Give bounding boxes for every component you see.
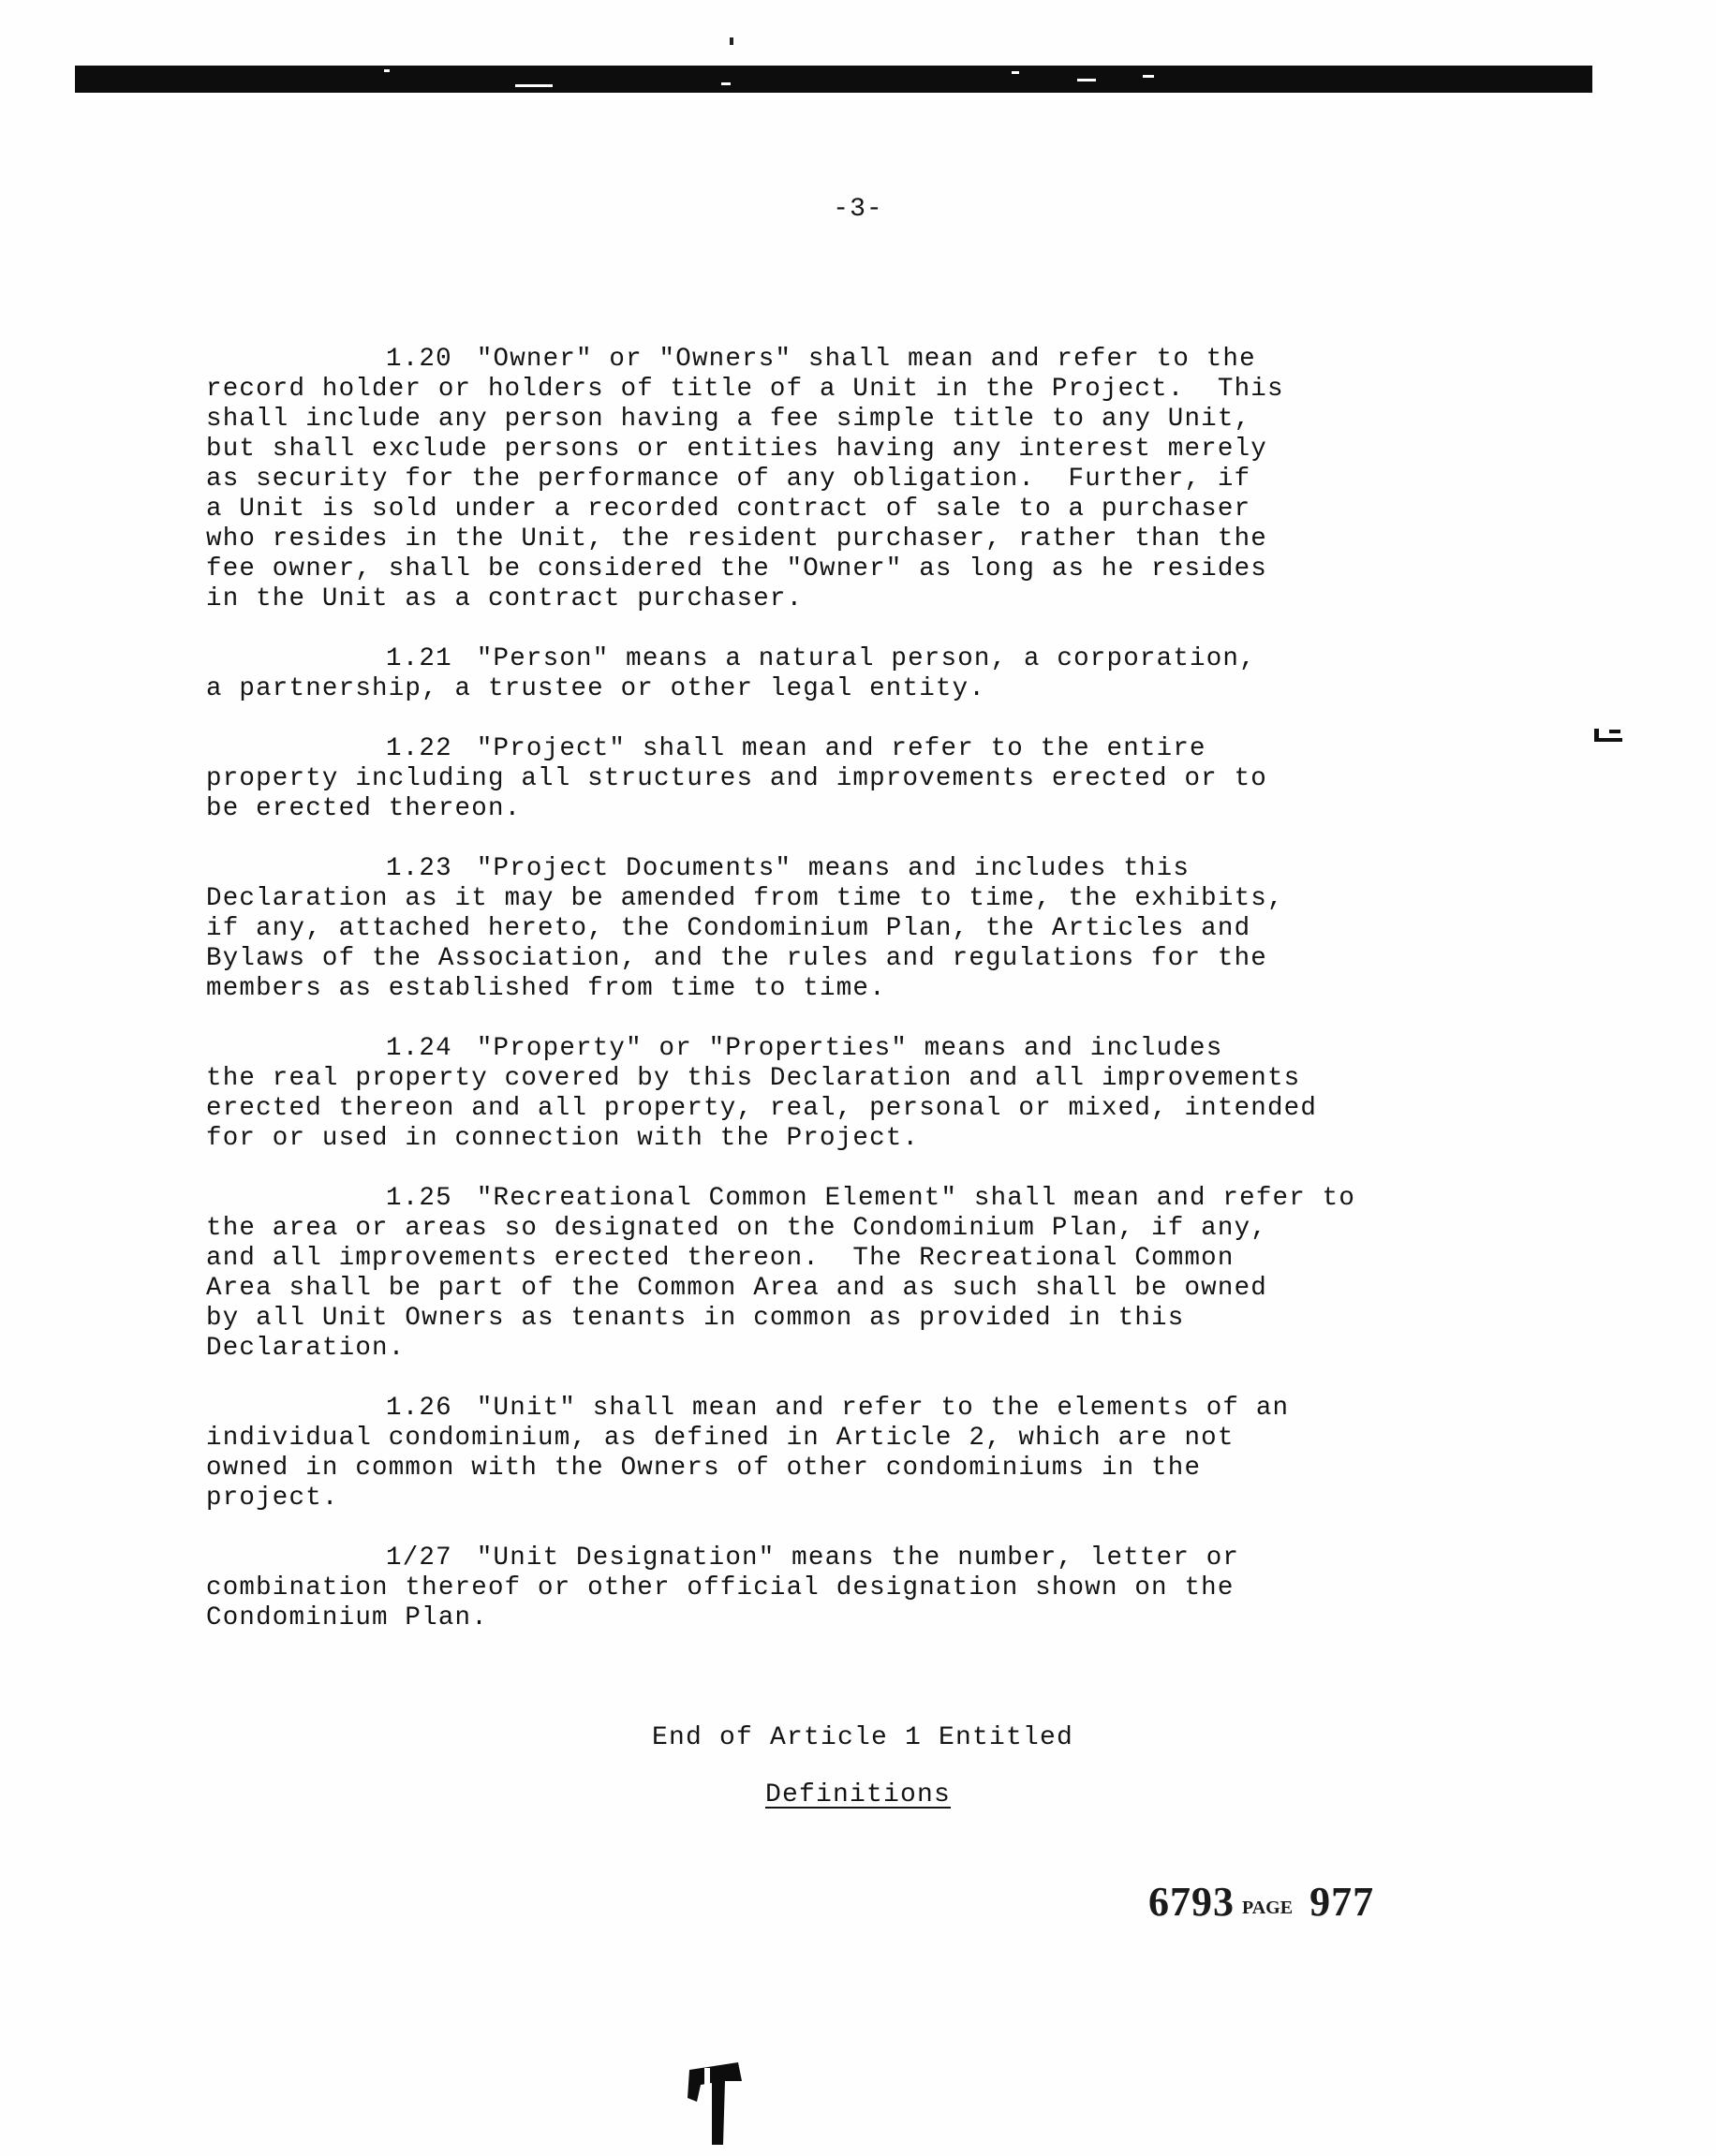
definition-number: 1.25 (386, 1184, 452, 1213)
definition-line: but shall exclude persons or entities having any interest merely (206, 435, 1267, 464)
scan-speck (730, 37, 733, 45)
definition-line: a Unit is sold under a recorded contract of sale to a purchaser (206, 495, 1251, 524)
page-number: -3- (833, 195, 883, 224)
closing-heading (0, 1780, 1716, 1809)
scan-bar-nick (1077, 79, 1096, 81)
definition-first-line: "Unit" shall mean and refer to the elements of an (476, 1394, 1290, 1423)
definition-line: the real property covered by this Declaration and all improvements (206, 1064, 1301, 1093)
definition-paragraph (206, 345, 1461, 614)
scan-bar-nick (721, 82, 731, 85)
definition-line: in the Unit as a contract purchaser. (206, 584, 804, 613)
definition-line: for or used in connection with the Project. (206, 1124, 920, 1153)
definition-line: by all Unit Owners as tenants in common as provided in this (206, 1304, 1185, 1333)
definition-line: if any, attached hereto, the Condominium Plan, the Articles and (206, 914, 1251, 943)
definition-line: record holder or holders of title of a Unit in the Project. This (206, 375, 1284, 404)
definition-paragraph (206, 854, 1461, 1004)
definition-first-line: "Person" means a natural person, a corporation, (476, 644, 1256, 673)
definition-paragraph (206, 734, 1461, 824)
definition-line: the area or areas so designated on the Condominium Plan, if any, (206, 1214, 1267, 1243)
scan-bar-nick (515, 84, 553, 87)
definition-number: 1/27 (386, 1543, 452, 1573)
scan-bar-nick (384, 69, 390, 72)
definition-line: property including all structures and improvements erected or to (206, 764, 1267, 793)
definition-first-line: "Owner" or "Owners" shall mean and refer to the (476, 345, 1256, 374)
definition-first-line: "Recreational Common Element" shall mean and refer to (476, 1184, 1356, 1213)
definition-first-line: "Project" shall mean and refer to the entire (476, 734, 1206, 763)
definition-line: Declaration as it may be amended from time to time, the exhibits, (206, 884, 1284, 913)
definition-line: Bylaws of the Association, and the rules and regulations for the (206, 944, 1267, 973)
definition-line: shall include any person having a fee simple title to any Unit, (206, 405, 1251, 434)
definition-paragraph (206, 1184, 1461, 1364)
closing-line: End of Article 1 Entitled (651, 1723, 1074, 1752)
definition-first-line: "Property" or "Properties" means and includes (476, 1034, 1223, 1063)
definition-line: a partnership, a trustee or other legal entity. (206, 674, 986, 703)
scan-edge-bar (75, 66, 1592, 93)
scan-bar-nick (1012, 71, 1019, 74)
binding-mark-icon (684, 2060, 746, 2147)
definition-line: Area shall be part of the Common Area and as such shall be owned (206, 1274, 1267, 1303)
definition-number: 1.26 (386, 1394, 452, 1423)
definition-paragraph (206, 1543, 1461, 1633)
definition-line: project. (206, 1484, 339, 1513)
definition-line: Condominium Plan. (206, 1603, 488, 1632)
definition-number: 1.24 (386, 1034, 452, 1063)
recording-stamp (1148, 1878, 1374, 1926)
margin-mark-icon (1592, 727, 1626, 744)
definition-line: members as established from time to time. (206, 974, 886, 1003)
definition-line: individual condominium, as defined in Article 2, which are not (206, 1424, 1235, 1453)
closing-heading-text: Definitions (764, 1780, 952, 1809)
definitions-body (206, 345, 1461, 1663)
definition-number: 1.22 (386, 734, 452, 763)
definition-line: fee owner, shall be considered the "Owner" as long as he resides (206, 554, 1267, 583)
stamp-book-number: 6793 (1148, 1879, 1235, 1925)
definition-line: Declaration. (206, 1334, 406, 1363)
article-closing (0, 1723, 1716, 1809)
definition-line: as security for the performance of any obligation. Further, if (206, 465, 1251, 494)
definition-paragraph (206, 1394, 1461, 1514)
definition-line: who resides in the Unit, the resident purchaser, rather than the (206, 524, 1267, 554)
definition-line: combination thereof or other official designation shown on the (206, 1573, 1235, 1602)
definition-paragraph (206, 644, 1461, 704)
definition-number: 1.21 (386, 644, 452, 673)
definition-line: be erected thereon. (206, 794, 522, 823)
definition-line: erected thereon and all property, real, personal or mixed, intended (206, 1094, 1318, 1123)
stamp-page-number: 977 (1309, 1879, 1375, 1925)
definition-first-line: "Unit Designation" means the number, letter or (476, 1543, 1240, 1573)
definition-line: owned in common with the Owners of other condominiums in the (206, 1454, 1202, 1483)
stamp-page-label: PAGE (1242, 1898, 1294, 1918)
definition-number: 1.20 (386, 345, 452, 374)
definition-number: 1.23 (386, 854, 452, 883)
definition-line: and all improvements erected thereon. The Recreational Common (206, 1244, 1235, 1273)
definition-paragraph (206, 1034, 1461, 1154)
definition-first-line: "Project Documents" means and includes this (476, 854, 1191, 883)
scan-bar-nick (1143, 75, 1154, 78)
